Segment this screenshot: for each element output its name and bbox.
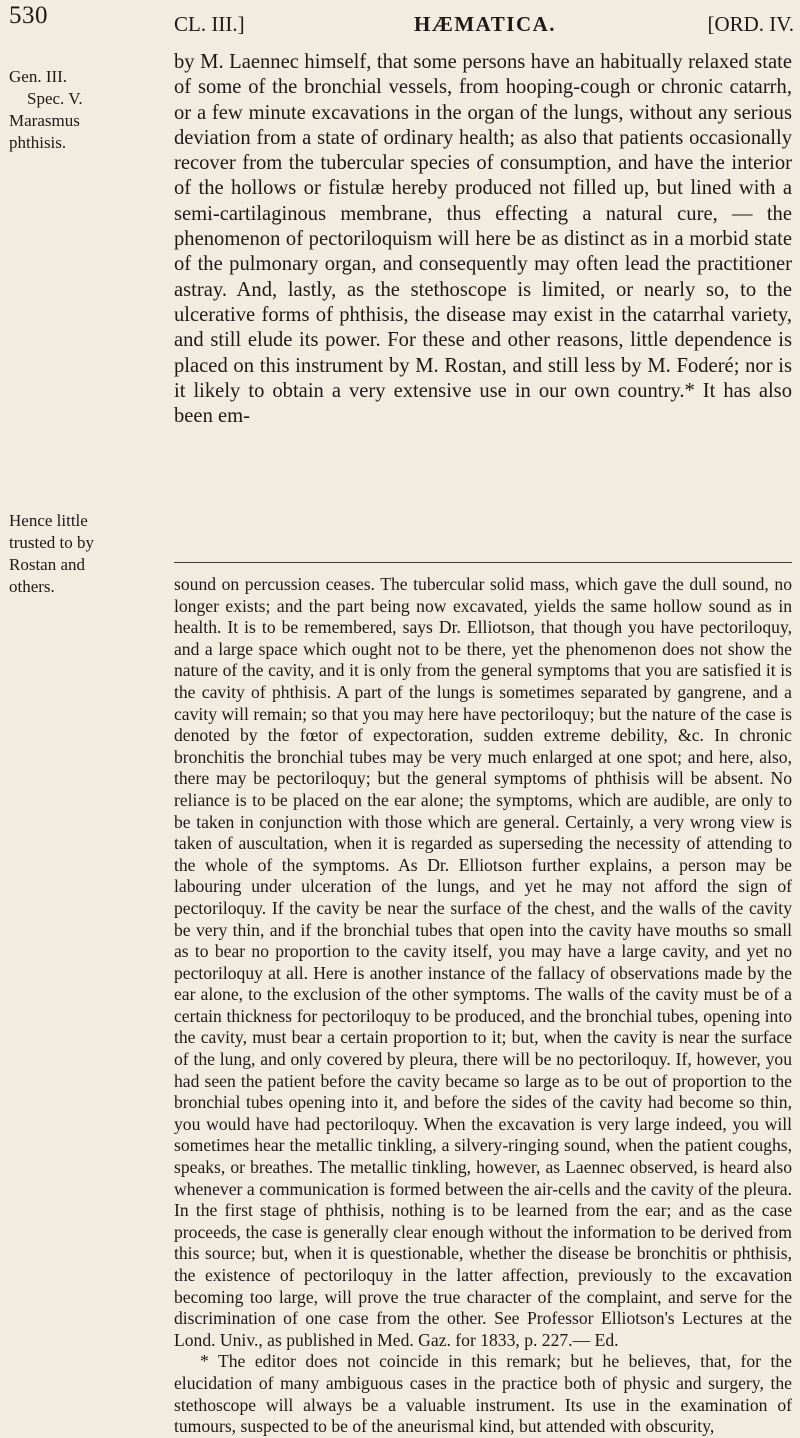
margin-note-line: Rostan and — [9, 555, 86, 574]
page-number: 530 — [9, 2, 48, 29]
margin-note-line: others. — [9, 577, 55, 596]
margin-note-summary — [9, 510, 159, 598]
margin-note-line: Gen. III. — [9, 67, 68, 86]
footnotes — [174, 574, 792, 1438]
margin-note-line: phthisis. — [9, 133, 67, 152]
running-header — [174, 12, 794, 40]
footnote-continued: sound on percussion ceases. The tubercular solid mass, which gave the dull sound, no longer exists; and the part being now excavated, yields the same hollow sound as in health. It is to be remembered, says Dr. Elliotson, that though you have pectoriloquy, and a large space which ought not to be there, yet the phenomenon does not show the nature of the cavity, and it is only from the general symptoms that you are satisfied it is the cavity of phthisis. A part of the lungs is sometimes separated by gangrene, and a cavity will remain; so that you may here have pectoriloquy; but the nature of the case is denoted by the fœtor of expectoration, sudden extreme debility, &c. In chronic bronchitis the bronchial tubes may be very much enlarged at one spot; and here, also, there may be pectoriloquy; but the general symptoms of phthisis will be absent. No reliance is to be placed on the ear alone; the symptoms, which are audible, are only to be taken in conjunction with those which are general. Certainly, a very wrong view is taken of auscultation, when it is regarded as superseding the necessity of attending to the whole of the symptoms. As Dr. Elliotson further explains, a person may be labouring under ulceration of the lungs, and yet he may not afford the sign of pectoriloquy. If the cavity be near the surface of the chest, and the walls of the cavity be very thin, and if the bronchial tubes that open into the cavity have mouths so small as to bear no proportion to the cavity itself, you may have a large cavity, and yet no pectoriloquy at all. Here is another instance of the fallacy of observations made by the ear alone, to the exclusion of the other symptoms. The walls of the cavity must be of a certain thickness for pectoriloquy to be produced, and the bronchial tubes, opening into the cavity, must bear a certain proportion to it; but, when the cavity is near the surface of the lung, and only covered by pleura, there will be no pectoriloquy. If, however, you had seen the patient before the cavity became so large as to be out of proportion to the bronchial tubes opening into it, and before the sides of the cavity had become so thin, you would have had pectoriloquy. When the excavation is very large indeed, you will sometimes hear the metallic tinkling, a silvery-ringing sound, when the patient coughs, speaks, or breathes. The metallic tinkling, however, as Laennec observed, is heard also whenever a communication is formed between the air-cells and the cavity of the pleura. In the first stage of phthisis, nothing is to be learned from the ear; and as the case proceeds, the case is generally clear enough without the information to be derived from this source; but, when it is questionable, whether the disease be bronchitis or phthisis, the existence of pectoriloquy in the latter affection, previously to the excavation becoming too large, will prove the true character of the complaint, and serve for the discrimination of one case from the other. See Professor Elliotson's Lectures at the Lond. Univ., as published in Med. Gaz. for 1833, p. 227.— Ed. — [174, 574, 792, 1350]
margin-note-line: Spec. V. — [27, 89, 83, 108]
footnote-editor: * The editor does not coincide in this remark; but he believes, that, for the elucidation of many ambiguous cases in the practice both of physic and surgery, the stethoscope will always be a valuable instrument. Its use in the examination of tumours, suspected to be of the aneurismal kind, but attended with obscurity, — [174, 1351, 792, 1437]
main-paragraph: by M. Laennec himself, that some persons have an habitually relaxed state of some of the bronchial vessels, from hooping-cough or chronic catarrh, or a few minute excavations in the organ of the lungs, without any serious deviation from a state of ordinary health; as also that patients occasionally recover from the tubercular species of consumption, and have the interior of the hollows or fistulæ hereby produced not filled up, but lined with a semi-cartilaginous membrane, thus effecting a natural cure, — the phenomenon of pectoriloquism will here be as distinct as in a morbid state of the pulmonary organ, and consequently may often lead the practitioner astray. And, lastly, as the stethoscope is limited, or nearly so, to the ulcerative forms of phthisis, the disease may exist in the catarrhal variety, and still elude its power. For these and other reasons, little dependence is placed on this instrument by M. Rostan, and still less by M. Foderé; nor is it likely to obtain a very extensive use in our own country.* It has also been em- — [174, 51, 792, 428]
header-order: [ORD. IV. — [707, 12, 794, 36]
margin-note-line: Hence little — [9, 511, 88, 530]
margin-note-line: trusted to by — [9, 533, 94, 552]
margin-note-classification — [9, 66, 159, 154]
header-class: CL. III.] — [174, 12, 245, 36]
header-title: HÆMATICA. — [414, 12, 557, 36]
margin-note-line: Marasmus — [9, 111, 80, 130]
main-text — [174, 50, 792, 429]
footnote-divider — [174, 562, 792, 563]
